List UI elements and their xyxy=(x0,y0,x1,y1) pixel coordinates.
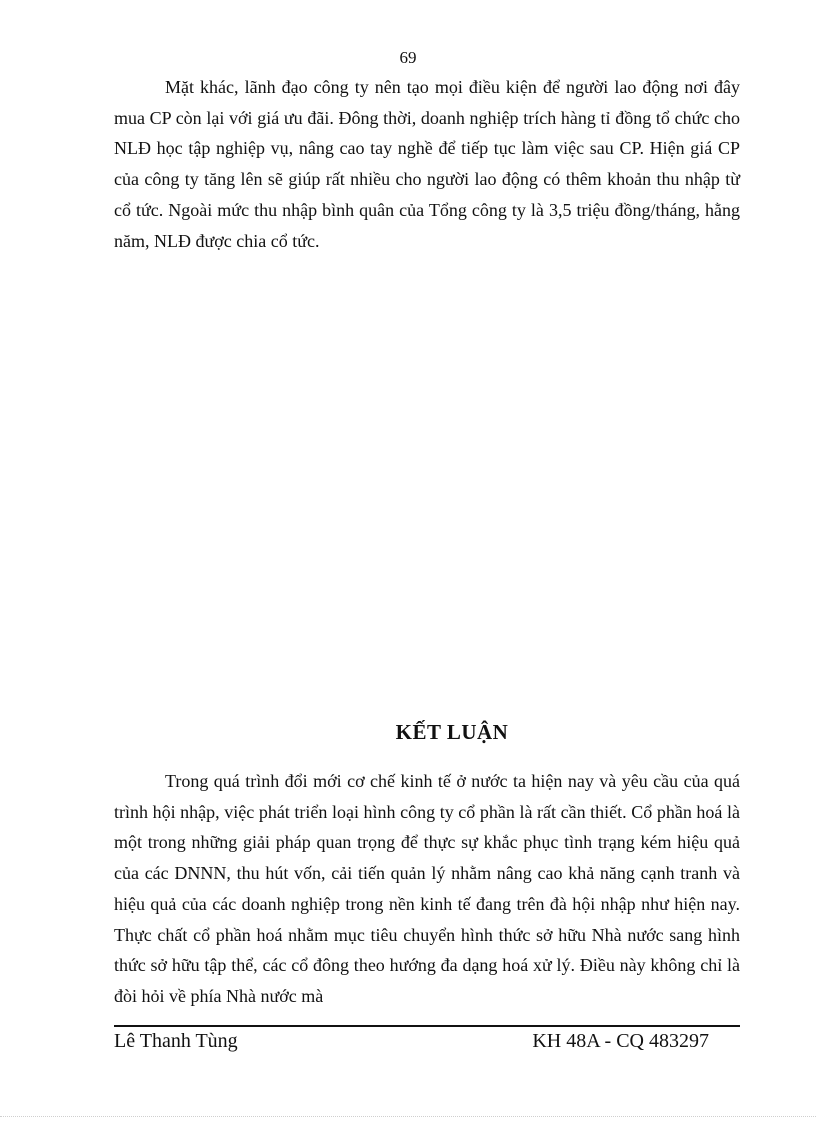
page-bottom-border xyxy=(0,1116,816,1117)
page-number: 69 xyxy=(399,48,417,67)
section-heading: KẾT LUẬN xyxy=(395,720,509,744)
body-paragraph: Mặt khác, lãnh đạo công ty nên tạo mọi điều kiện để người lao động nơi đây mua CP còn lại với giá ưu đãi. Đông thời, doanh nghiệp trích hàng tỉ đồng tổ chức cho NLĐ học tập nghiệp vụ, nâng cao tay nghề để tiếp tục làm việc sau CP. Hiện giá CP của công ty tăng lên sẽ giúp rất nhiều cho người lao động có thêm khoản thu nhập từ cổ tức. Ngoài mức thu nhập bình quân của Tổng công ty là 3,5 triệu đồng/tháng, hằng năm, NLĐ được chia cổ tức. xyxy=(114,77,740,251)
footer-author: Lê Thanh Tùng xyxy=(114,1030,238,1052)
footer-divider xyxy=(114,1025,740,1027)
footer-class-code: KH 48A - CQ 483297 xyxy=(532,1030,709,1052)
conclusion-paragraph: Trong quá trình đổi mới cơ chế kinh tế ở nước ta hiện nay và yêu cầu của quá trình hội nhập, việc phát triển loại hình công ty cổ phần là rất cần thiết. Cổ phần hoá là một trong những giải pháp quan trọng để thực sự khắc phục tình trạng kém hiệu quả của các DNNN, thu hút vốn, cải tiến quản lý nhằm nâng cao khả năng cạnh tranh và hiệu quả của các doanh nghiệp trong nền kinh tế đang trên đà hội nhập như hiện nay. Thực chất cổ phần hoá nhằm mục tiêu chuyển hình thức sở hữu Nhà nước sang hình thức sở hữu tập thể, các cổ đông theo hướng đa dạng hoá xử lý. Điều này không chỉ là đòi hỏi về phía Nhà nước mà xyxy=(114,771,740,1006)
